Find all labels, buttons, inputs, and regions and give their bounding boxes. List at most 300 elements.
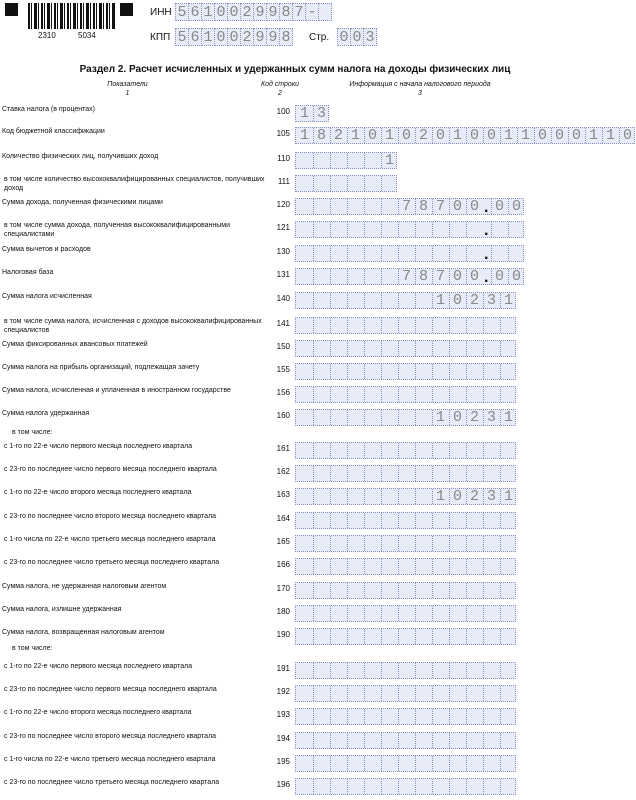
kpp-cell: 8	[279, 28, 293, 46]
column-header-code-text: Код строки	[260, 81, 300, 88]
cell-divider	[381, 410, 382, 425]
cell-divider	[364, 222, 365, 237]
cell-divider	[313, 364, 314, 379]
inn-cell: 9	[253, 3, 267, 21]
cell-divider	[347, 629, 348, 644]
kpp-cell: 0	[214, 28, 228, 46]
cell-divider	[330, 779, 331, 794]
cell-divider	[381, 629, 382, 644]
cell-divider	[347, 489, 348, 504]
cell-divider	[500, 709, 501, 724]
page-number-field[interactable]	[337, 28, 376, 46]
cell-divider	[398, 629, 399, 644]
cell-divider	[449, 466, 450, 481]
cell-divider	[330, 559, 331, 574]
cell-divider	[364, 293, 365, 308]
row-code-105: 105	[276, 129, 290, 138]
cell-divider	[347, 513, 348, 528]
row-field-150[interactable]	[295, 340, 516, 357]
cell-divider	[449, 341, 450, 356]
cell-divider	[500, 536, 501, 551]
cell-divider	[449, 246, 450, 261]
cell-divider	[364, 466, 365, 481]
cell-divider	[415, 756, 416, 771]
cell-divider	[313, 153, 314, 168]
cell-divider	[330, 199, 331, 214]
row-code-196: 196	[276, 780, 290, 789]
cell-divider	[347, 387, 348, 402]
row-value-char: 2	[469, 292, 479, 309]
cell-divider	[449, 606, 450, 621]
cell-divider	[347, 443, 348, 458]
row-field-140[interactable]	[295, 292, 516, 309]
cell-divider	[500, 364, 501, 379]
cell-divider	[466, 709, 467, 724]
row-field-110[interactable]	[295, 152, 397, 169]
cell-divider	[330, 536, 331, 551]
cell-divider	[432, 318, 433, 333]
cell-divider	[347, 318, 348, 333]
row-field-121[interactable]	[295, 221, 524, 238]
cell-divider	[483, 686, 484, 701]
cell-divider	[483, 318, 484, 333]
cell-divider	[483, 756, 484, 771]
row-value-char: 1	[435, 292, 445, 309]
cell-divider	[483, 341, 484, 356]
cell-divider	[347, 583, 348, 598]
row-field-100[interactable]	[295, 105, 329, 122]
cell-divider	[449, 709, 450, 724]
cell-divider	[415, 364, 416, 379]
cell-divider	[398, 443, 399, 458]
cell-divider	[330, 513, 331, 528]
row-label-156: Сумма налога, исчисленная и уплаченная в иностранном государстве	[2, 387, 231, 394]
cell-divider	[466, 341, 467, 356]
cell-divider	[330, 663, 331, 678]
row-field-131[interactable]	[295, 268, 524, 285]
row-code-156: 156	[276, 388, 290, 397]
cell-divider	[347, 222, 348, 237]
row-field-155[interactable]	[295, 363, 516, 380]
cell-divider	[398, 513, 399, 528]
row-code-166: 166	[276, 560, 290, 569]
row-code-170: 170	[276, 584, 290, 593]
cell-divider	[381, 779, 382, 794]
row-value-char: 7	[435, 198, 445, 215]
cell-divider	[381, 606, 382, 621]
row-field-130[interactable]	[295, 245, 524, 262]
cell-divider	[466, 318, 467, 333]
row-value-char: 8	[316, 127, 326, 144]
cell-divider	[449, 443, 450, 458]
column-header-code	[250, 80, 310, 98]
cell-divider	[398, 387, 399, 402]
cell-divider	[364, 341, 365, 356]
row-field-180[interactable]	[295, 605, 516, 622]
row-value-char: 0	[469, 268, 479, 285]
page-label: Стр.	[309, 32, 330, 43]
cell-divider	[347, 176, 348, 191]
row-value-char: 1	[520, 127, 530, 144]
row-value-char: 0	[452, 292, 462, 309]
cell-divider	[364, 318, 365, 333]
cell-divider	[347, 756, 348, 771]
cell-divider	[483, 606, 484, 621]
row-cents-char: 0	[494, 268, 504, 285]
column-header-info-num: 3	[418, 90, 422, 97]
cell-divider	[364, 559, 365, 574]
row-value-char: 0	[435, 127, 445, 144]
cell-divider	[313, 583, 314, 598]
cell-divider	[398, 663, 399, 678]
cell-divider	[347, 536, 348, 551]
row-label-105: Код бюджетной классификации	[2, 128, 105, 135]
cell-divider	[330, 153, 331, 168]
cell-divider	[313, 466, 314, 481]
row-field-166[interactable]	[295, 558, 516, 575]
cell-divider	[398, 410, 399, 425]
cell-divider	[432, 779, 433, 794]
cell-divider	[381, 341, 382, 356]
row-value-char: 1	[299, 105, 309, 122]
cell-divider	[313, 293, 314, 308]
cell-divider	[466, 779, 467, 794]
row-value-char: 3	[486, 292, 496, 309]
cell-divider	[415, 536, 416, 551]
inn-cell: 7	[292, 3, 306, 21]
cell-divider	[483, 779, 484, 794]
row-code-131: 131	[276, 270, 290, 279]
cell-divider	[415, 246, 416, 261]
cell-divider	[330, 629, 331, 644]
row-label-170: Сумма налога, не удержанная налоговым агентом	[2, 583, 167, 590]
cell-divider	[449, 756, 450, 771]
cell-divider	[330, 489, 331, 504]
row-value-char: 0	[537, 127, 547, 144]
cell-divider	[364, 153, 365, 168]
cell-divider	[364, 756, 365, 771]
cell-divider	[364, 269, 365, 284]
kpp-field[interactable]	[175, 28, 292, 46]
cell-divider	[364, 410, 365, 425]
cell-divider	[347, 269, 348, 284]
row-field-162[interactable]	[295, 465, 516, 482]
row-value-char: 7	[435, 268, 445, 285]
cell-divider	[381, 318, 382, 333]
row-value-char: 7	[401, 268, 411, 285]
inn-cell: 6	[188, 3, 202, 21]
page-cell: 0	[350, 28, 364, 46]
row-field-190[interactable]	[295, 628, 516, 645]
row-field-163[interactable]	[295, 488, 516, 505]
cell-divider	[500, 779, 501, 794]
cell-divider	[313, 269, 314, 284]
cell-divider	[449, 387, 450, 402]
cell-divider	[500, 387, 501, 402]
cell-divider	[347, 606, 348, 621]
cell-divider	[449, 629, 450, 644]
cell-divider	[500, 341, 501, 356]
kpp-label: КПП	[150, 32, 171, 43]
corner-marker-left	[5, 3, 18, 16]
row-field-156[interactable]	[295, 386, 516, 403]
cell-divider	[381, 246, 382, 261]
cell-divider	[330, 583, 331, 598]
cell-divider	[415, 663, 416, 678]
row-field-193[interactable]	[295, 708, 516, 725]
inn-label: ИНН	[150, 7, 172, 18]
row-code-100: 100	[276, 107, 290, 116]
cell-divider	[432, 756, 433, 771]
row-value-char: 1	[350, 127, 360, 144]
cell-divider	[381, 466, 382, 481]
row-field-196[interactable]	[295, 778, 516, 795]
row-field-165[interactable]	[295, 535, 516, 552]
cell-divider	[364, 246, 365, 261]
cell-divider	[330, 318, 331, 333]
cell-divider	[432, 364, 433, 379]
row-field-120[interactable]	[295, 198, 524, 215]
row-value-char: 1	[384, 127, 394, 144]
cell-divider	[449, 364, 450, 379]
cell-divider	[449, 663, 450, 678]
row-code-180: 180	[276, 607, 290, 616]
row-value-char: 8	[418, 268, 428, 285]
cell-divider	[381, 489, 382, 504]
inn-cell: 0	[214, 3, 228, 21]
cell-divider	[466, 364, 467, 379]
kpp-cell: 9	[266, 28, 280, 46]
cell-divider	[398, 606, 399, 621]
cell-divider	[415, 410, 416, 425]
row-value-char: 1	[452, 127, 462, 144]
cell-divider	[381, 293, 382, 308]
cell-divider	[415, 686, 416, 701]
row-value-char: 3	[486, 488, 496, 505]
cell-divider	[466, 536, 467, 551]
cell-divider	[432, 387, 433, 402]
cell-divider	[364, 606, 365, 621]
row-code-111: 111	[277, 177, 290, 186]
row-label-194: с 23-го по последнее число второго месяца последнего квартала	[4, 733, 217, 740]
cell-divider	[432, 559, 433, 574]
cell-divider	[347, 410, 348, 425]
row-field-111[interactable]	[295, 175, 397, 192]
cell-divider	[313, 629, 314, 644]
kpp-cell: 9	[253, 28, 267, 46]
cell-divider	[500, 629, 501, 644]
cell-divider	[313, 606, 314, 621]
cell-divider	[398, 733, 399, 748]
cell-divider	[330, 410, 331, 425]
cell-divider	[364, 686, 365, 701]
cell-divider	[415, 513, 416, 528]
inn-cell: 5	[175, 3, 189, 21]
cell-divider	[347, 779, 348, 794]
row-field-194[interactable]	[295, 732, 516, 749]
row-code-110: 110	[277, 154, 290, 163]
cell-divider	[364, 733, 365, 748]
cell-divider	[415, 443, 416, 458]
kpp-cell: 0	[227, 28, 241, 46]
row-cents-char: 0	[494, 198, 504, 215]
cell-divider	[330, 176, 331, 191]
cell-divider	[330, 341, 331, 356]
cell-divider	[483, 364, 484, 379]
cell-divider	[415, 341, 416, 356]
cell-divider	[330, 466, 331, 481]
cell-divider	[398, 686, 399, 701]
inn-cell: 0	[227, 3, 241, 21]
cell-divider	[500, 513, 501, 528]
cell-divider	[364, 489, 365, 504]
row-value-char: 3	[316, 105, 326, 122]
cell-divider	[483, 559, 484, 574]
cell-divider	[483, 733, 484, 748]
cell-divider	[313, 387, 314, 402]
cell-divider	[381, 756, 382, 771]
cell-divider	[381, 709, 382, 724]
cell-divider	[500, 466, 501, 481]
cell-divider	[330, 606, 331, 621]
cell-divider	[466, 606, 467, 621]
cell-divider	[330, 709, 331, 724]
cell-divider	[364, 779, 365, 794]
cell-divider	[449, 536, 450, 551]
cell-divider	[398, 466, 399, 481]
row-value-char: 1	[503, 292, 513, 309]
row-code-120: 120	[276, 200, 290, 209]
cell-divider	[330, 686, 331, 701]
row-code-195: 195	[276, 757, 290, 766]
row-label-193: с 1-го по 22-е число второго месяца последнего квартала	[4, 709, 192, 716]
cell-divider	[466, 583, 467, 598]
row-value-char: 3	[486, 409, 496, 426]
cell-divider	[398, 489, 399, 504]
cell-divider	[466, 629, 467, 644]
row-label-155: Сумма налога на прибыль организаций, подлежащая зачету	[2, 364, 200, 371]
row-label-140: Сумма налога исчисленная	[2, 293, 92, 300]
cell-divider	[466, 466, 467, 481]
row-code-165: 165	[276, 537, 290, 546]
row-field-105[interactable]	[295, 127, 635, 144]
cell-divider	[347, 709, 348, 724]
cell-divider	[313, 733, 314, 748]
cell-divider	[347, 559, 348, 574]
cell-divider	[313, 246, 314, 261]
row-field-161[interactable]	[295, 442, 516, 459]
cell-divider	[398, 779, 399, 794]
kpp-cell: 2	[240, 28, 254, 46]
cell-divider	[483, 513, 484, 528]
row-value-char: 2	[418, 127, 428, 144]
inn-cell: 2	[240, 3, 254, 21]
cell-divider	[330, 756, 331, 771]
cell-divider	[483, 629, 484, 644]
cell-divider	[330, 364, 331, 379]
cell-divider	[381, 443, 382, 458]
cell-divider	[432, 629, 433, 644]
cell-divider	[415, 387, 416, 402]
cell-divider	[364, 199, 365, 214]
cell-divider	[313, 536, 314, 551]
row-value-char: 0	[367, 127, 377, 144]
cell-divider	[449, 318, 450, 333]
cell-divider	[500, 663, 501, 678]
cell-divider	[398, 709, 399, 724]
cell-divider	[364, 709, 365, 724]
cell-divider	[347, 293, 348, 308]
row-value-char: 2	[469, 488, 479, 505]
row-value-char: 0	[554, 127, 564, 144]
inn-field[interactable]	[175, 3, 331, 21]
cell-divider	[364, 583, 365, 598]
row-code-140: 140	[276, 294, 290, 303]
row-code-192: 192	[276, 687, 290, 696]
cell-divider	[432, 733, 433, 748]
row-value-char: 1	[435, 409, 445, 426]
cell-divider	[381, 686, 382, 701]
cell-divider	[313, 489, 314, 504]
cell-divider	[415, 733, 416, 748]
kpp-cell: 5	[175, 28, 189, 46]
row-value-char: 0	[486, 127, 496, 144]
cell-divider	[330, 293, 331, 308]
cell-divider	[415, 629, 416, 644]
cell-divider	[313, 176, 314, 191]
cell-divider	[500, 733, 501, 748]
cell-divider	[466, 222, 467, 237]
inn-cell: 8	[279, 3, 293, 21]
cell-divider	[381, 536, 382, 551]
row-field-160[interactable]	[295, 409, 516, 426]
row-code-155: 155	[276, 365, 290, 374]
cell-divider	[347, 246, 348, 261]
cell-divider	[415, 606, 416, 621]
cell-divider	[330, 387, 331, 402]
row-label-130: Сумма вычетов и расходов	[2, 246, 91, 253]
row-code-194: 194	[276, 734, 290, 743]
cell-divider	[381, 559, 382, 574]
cell-divider	[432, 222, 433, 237]
row-code-191: 191	[276, 664, 290, 673]
cell-divider	[483, 583, 484, 598]
row-field-195[interactable]	[295, 755, 516, 772]
kpp-cell: 6	[188, 28, 202, 46]
cell-divider	[415, 489, 416, 504]
row-field-192[interactable]	[295, 685, 516, 702]
cell-divider	[398, 341, 399, 356]
barcode-number-left: 2310	[38, 31, 56, 40]
row-code-162: 162	[276, 467, 290, 476]
row-field-164[interactable]	[295, 512, 516, 529]
row-field-141[interactable]	[295, 317, 516, 334]
decimal-point: .	[484, 199, 489, 216]
row-field-170[interactable]	[295, 582, 516, 599]
column-header-info	[315, 80, 525, 98]
decimal-point: .	[484, 222, 489, 239]
cell-divider	[432, 663, 433, 678]
cell-divider	[330, 443, 331, 458]
row-field-191[interactable]	[295, 662, 516, 679]
cell-divider	[364, 364, 365, 379]
cell-divider	[330, 269, 331, 284]
cell-divider	[381, 387, 382, 402]
row-value-char: 0	[571, 127, 581, 144]
row-label-150: Сумма фиксированных авансовых платежей	[2, 341, 148, 348]
cell-divider	[500, 443, 501, 458]
cell-divider	[313, 756, 314, 771]
